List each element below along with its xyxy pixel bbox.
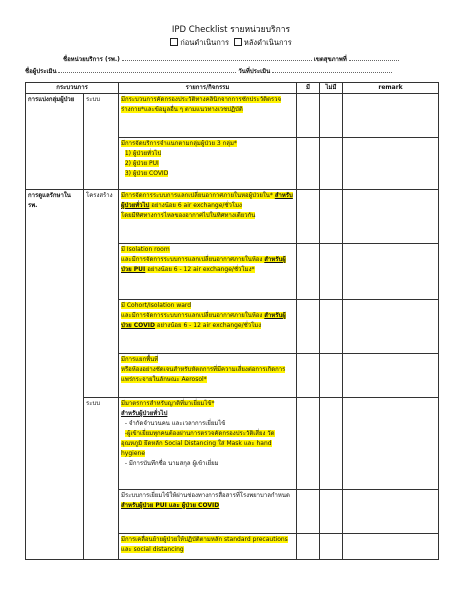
region-label: เขตสุขภาพที่ <box>313 56 347 63</box>
remark-cell[interactable] <box>343 354 439 398</box>
remark-cell[interactable] <box>343 534 439 560</box>
header-process: กระบวนการ <box>26 83 119 94</box>
list-item: 1) ผู้ป่วยทั่วไป <box>124 150 162 157</box>
header-remark: remark <box>343 83 439 94</box>
item-text: มี Isolation room <box>121 246 170 253</box>
unit-field[interactable] <box>122 54 312 61</box>
assessment-options <box>0 37 462 49</box>
table-row <box>26 190 439 244</box>
unit-label: ชื่อหน่วยบริการ (รพ.) <box>63 56 120 63</box>
after-checkbox[interactable] <box>234 38 242 46</box>
remark-cell[interactable] <box>343 398 439 490</box>
item-cell <box>119 244 297 300</box>
checklist-table <box>25 82 439 560</box>
before-checkbox[interactable] <box>170 38 178 46</box>
item-text: มีการเคลื่อนย้ายผู้ป่วยให้ปฏิบัติตามหลัก standard precautions และ social distancing <box>121 536 288 553</box>
item-cell <box>119 398 297 490</box>
has-cell[interactable] <box>297 534 320 560</box>
item-text: และมีการจัดการระบบการแลกเปลี่ยนอากาศภายในห้อง <box>121 312 263 319</box>
unit-row <box>63 54 399 64</box>
item-emphasis: สำหรับผู้ป่วย COVID <box>121 312 286 329</box>
hasnot-cell[interactable] <box>320 398 343 490</box>
item-cell <box>119 94 297 138</box>
subprocess-cell: ระบบ <box>84 398 119 560</box>
item-text: มี Cohort/Isolation ward <box>121 302 192 309</box>
list-item: 3) ผู้ป่วย COVID <box>124 170 169 177</box>
table-row <box>26 398 439 490</box>
item-text: มีระบบการเยี่ยมไข้ให้ผ่านช่องทางการสื่อสารที่โรงพยาบาลกำหนด <box>121 492 290 499</box>
remark-cell[interactable] <box>343 138 439 190</box>
region-field[interactable] <box>349 54 399 61</box>
header-hasnot: ไม่มี <box>320 83 343 94</box>
item-cell <box>119 300 297 354</box>
item-text: อย่างน้อย 6 - 12 air exchange/ชั่วโมง* <box>147 266 255 273</box>
list-item: -ผู้เข้าเยี่ยมทุกคนต้องผ่านการตรวจคัดกรองประวัติเสี่ยง วัดอุณหภูมิ ยึดหลัก Social Distancing ใส่ Mask และ hand hygiene <box>121 430 275 457</box>
header-has: มี <box>297 83 320 94</box>
item-emphasis: สำหรับผู้ป่วยทั่วไป <box>121 410 168 417</box>
page-title: IPD Checklist รายหน่วยบริการ <box>171 25 291 35</box>
hasnot-cell[interactable] <box>320 94 343 138</box>
has-cell[interactable] <box>297 138 320 190</box>
item-text: มีการแยกพื้นที่ <box>121 356 159 363</box>
item-emphasis: สำหรับผู้ป่วย PUI และ ผู้ป่วย COVID <box>121 502 220 509</box>
list-item: - มีการบันทึกชื่อ นามสกุล ผู้เข้าเยี่ยม <box>124 460 219 467</box>
list-item: - จำกัดจำนวนคน และเวลาการเยี่ยมไข้ <box>124 420 226 427</box>
remark-cell[interactable] <box>343 94 439 138</box>
hasnot-cell[interactable] <box>320 300 343 354</box>
list-item: 2) ผู้ป่วย PUI <box>124 160 159 167</box>
item-cell <box>119 138 297 190</box>
item-text: อย่างน้อย 6 air exchange/ชั่วโมง <box>151 202 242 209</box>
remark-cell[interactable] <box>343 300 439 354</box>
item-text: และมีการจัดการระบบการแลกเปลี่ยนอากาศภายในห้อง <box>121 256 263 263</box>
has-cell[interactable] <box>297 300 320 354</box>
has-cell[interactable] <box>297 190 320 244</box>
remark-cell[interactable] <box>343 490 439 534</box>
before-label: ก่อนดำเนินการ <box>180 38 230 47</box>
assessor-label: ชื่อผู้ประเมิน <box>25 68 57 75</box>
hasnot-cell[interactable] <box>320 138 343 190</box>
item-text: มีมาตรการสำหรับญาติที่มาเยี่ยมไข้* <box>121 400 215 407</box>
table-row <box>26 94 439 138</box>
assessor-row <box>25 66 392 76</box>
item-text: อย่างน้อย 6 - 12 air exchange/ชั่วโมง <box>156 322 262 329</box>
item-text: มีการจัดบริการจำแนกตามกลุ่มผู้ป่วย 3 กลุ่ม* <box>121 140 237 147</box>
hasnot-cell[interactable] <box>320 534 343 560</box>
date-label: วันที่ประเมิน <box>238 68 271 75</box>
hasnot-cell[interactable] <box>320 354 343 398</box>
item-text: มีกระบวนการคัดกรองประวัติทางคลินิกจากการซักประวัติตรวจร่างกาย*และข้อมูลอื่น ๆ ตามแนวทางเวชปฏิบัติ <box>121 96 282 113</box>
item-cell <box>119 490 297 534</box>
after-label: หลังดำเนินการ <box>243 38 292 47</box>
table-header <box>26 83 439 94</box>
hasnot-cell[interactable] <box>320 244 343 300</box>
has-cell[interactable] <box>297 490 320 534</box>
item-cell <box>119 354 297 398</box>
process-cell: การแบ่งกลุ่มผู้ป่วย <box>26 94 84 190</box>
date-field[interactable] <box>272 66 392 73</box>
has-cell[interactable] <box>297 398 320 490</box>
assessor-field[interactable] <box>58 66 236 73</box>
header-item: รายการ/กิจกรรม <box>119 83 297 94</box>
item-emphasis: สำหรับผู้ป่วยทั่วไป <box>121 192 293 209</box>
item-text: มีการจัดการระบบการแลกเปลี่ยนอากาศภายในหอผู้ป่วยใน* <box>121 192 273 199</box>
has-cell[interactable] <box>297 94 320 138</box>
remark-cell[interactable] <box>343 244 439 300</box>
item-cell <box>119 534 297 560</box>
process-cell: การดูแลรักษาใน รพ. <box>26 190 84 560</box>
remark-cell[interactable] <box>343 190 439 244</box>
subprocess-cell: ระบบ <box>84 94 119 190</box>
item-text: หรือห้องอย่างชัดเจนสำหรับหัตถการที่มีความเสี่ยงต่อการเกิดการแพร่กระจายในลักษณะ Aerosol* <box>121 366 286 383</box>
item-cell <box>119 190 297 244</box>
has-cell[interactable] <box>297 244 320 300</box>
has-cell[interactable] <box>297 354 320 398</box>
item-emphasis: สำหรับผู้ป่วย PUI <box>121 256 286 273</box>
subprocess-cell: โครงสร้าง <box>84 190 119 398</box>
hasnot-cell[interactable] <box>320 190 343 244</box>
item-text: โดยมีทิศทางการไหลของอากาศไปในทิศทางเดียวกัน <box>121 212 256 219</box>
hasnot-cell[interactable] <box>320 490 343 534</box>
